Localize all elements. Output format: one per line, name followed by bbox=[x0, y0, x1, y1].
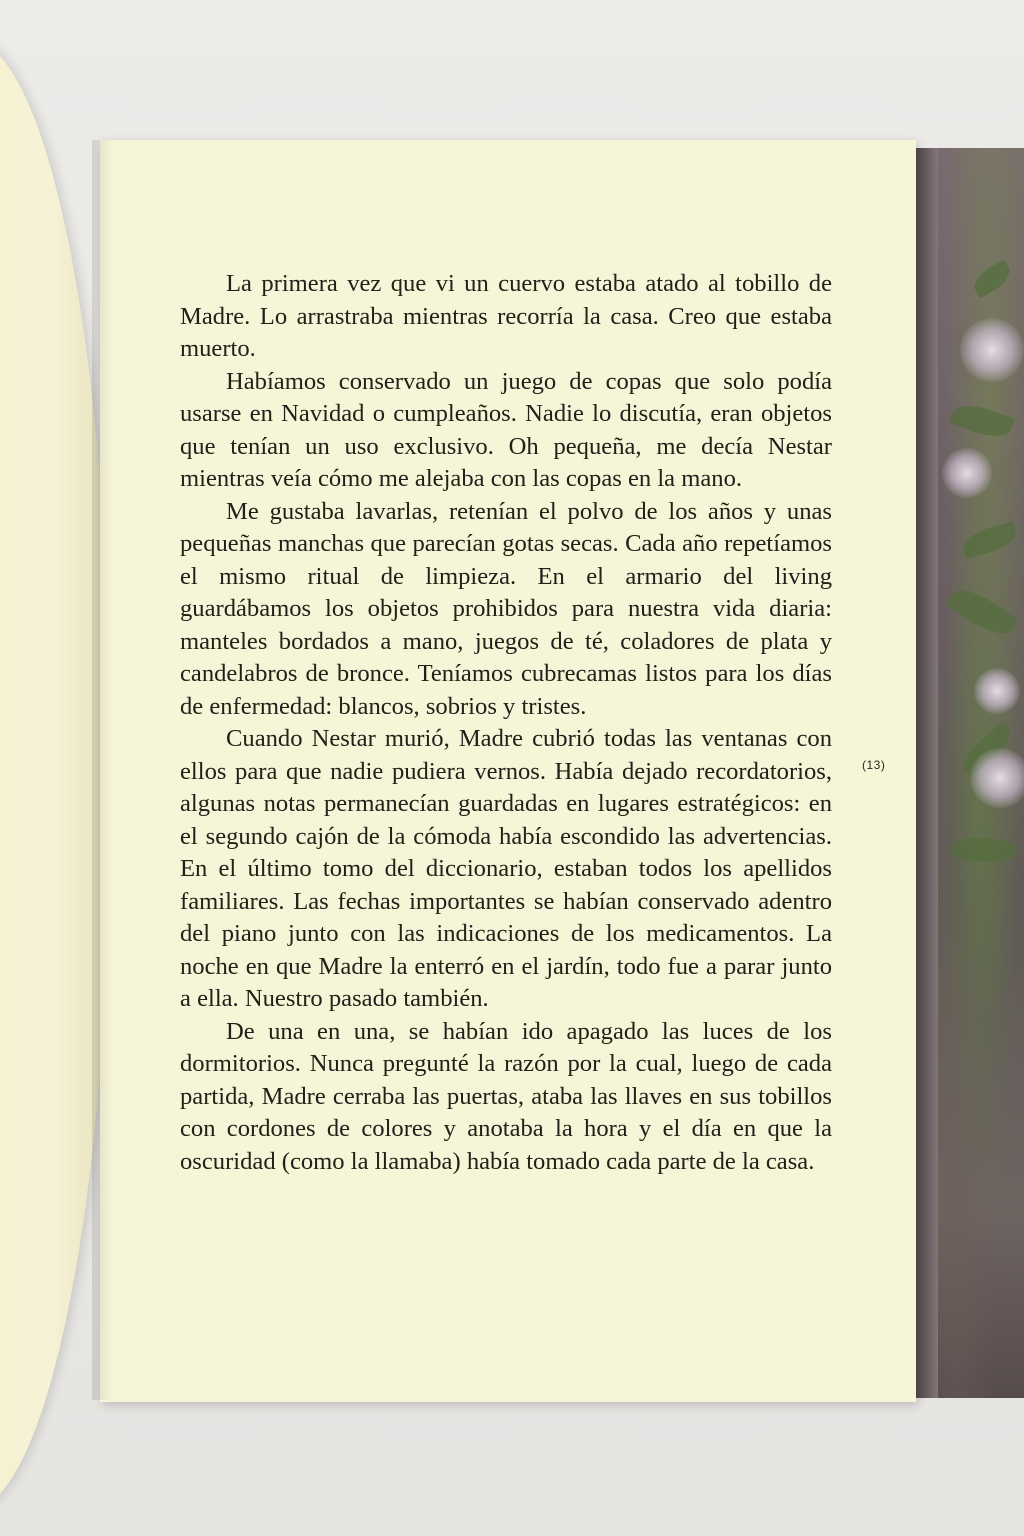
blossom-decoration bbox=[960, 318, 1024, 382]
blossom-decoration bbox=[974, 668, 1020, 714]
body-text bbox=[180, 268, 832, 1178]
leaf-decoration bbox=[945, 580, 1018, 643]
leaf-decoration bbox=[949, 399, 1014, 444]
paragraph-2: Habíamos conservado un juego de copas que solo podía usarse en Navidad o cumpleaños. Nadie lo discutía, eran objetos que tenían un uso exclusivo. Oh pequeña, me decía Nestar mientras veía cómo me alejaba con las copas en la mano. bbox=[180, 367, 832, 492]
book-gutter-shadow bbox=[92, 140, 114, 1400]
paragraph-4: Cuando Nestar murió, Madre cubrió todas las ventanas con ellos para que nadie pudiera vernos. Había dejado recordatorios, algunas notas permanecían guardadas en lugares estratégicos: en el segundo cajón de la cómoda había escondido las advertencias. En el último tomo del diccionario, estaban todos los apellidos familiares. Las fechas importantes se habían conservado adentro del piano junto con las indicaciones de los medicamentos. La noche en que Madre la enterró en el jardín, todo fue a parar junto a ella. Nuestro pasado también. bbox=[180, 725, 832, 1012]
leaf-decoration bbox=[950, 833, 1017, 868]
paragraph-3: Me gustaba lavarlas, retenían el polvo de los años y unas pequeñas manchas que parecían gotas secas. Cada año repetíamos el mismo ritual de limpieza. En el armario del living guardábamos los objetos prohibidos para nuestra vida diaria: manteles bordados a mano, juegos de té, coladores de plata y candelabros de bronce. Teníamos cubrecamas listos para los días de enfermedad: blancos, sobrios y tristes. bbox=[180, 497, 832, 720]
blossom-decoration bbox=[942, 448, 992, 498]
leaf-decoration bbox=[969, 259, 1015, 298]
paragraph-1: La primera vez que vi un cuervo estaba atado al tobillo de Madre. Lo arrastraba mientras recorría la casa. Creo que estaba muerto. bbox=[180, 270, 832, 362]
leaf-decoration bbox=[960, 521, 1019, 558]
blossom-decoration bbox=[970, 748, 1024, 808]
book-page bbox=[100, 140, 916, 1402]
paragraph-5: De una en una, se habían ido apagado las luces de los dormitorios. Nunca pregunté la razón por la cual, luego de cada partida, Madre cerraba las puertas, ataba las llaves en sus tobillos con cordones de colores y anotaba la hora y el día en que la oscuridad (como la llamaba) había tomado cada parte de la casa. bbox=[180, 1017, 832, 1175]
page-number: (13) bbox=[862, 758, 886, 772]
